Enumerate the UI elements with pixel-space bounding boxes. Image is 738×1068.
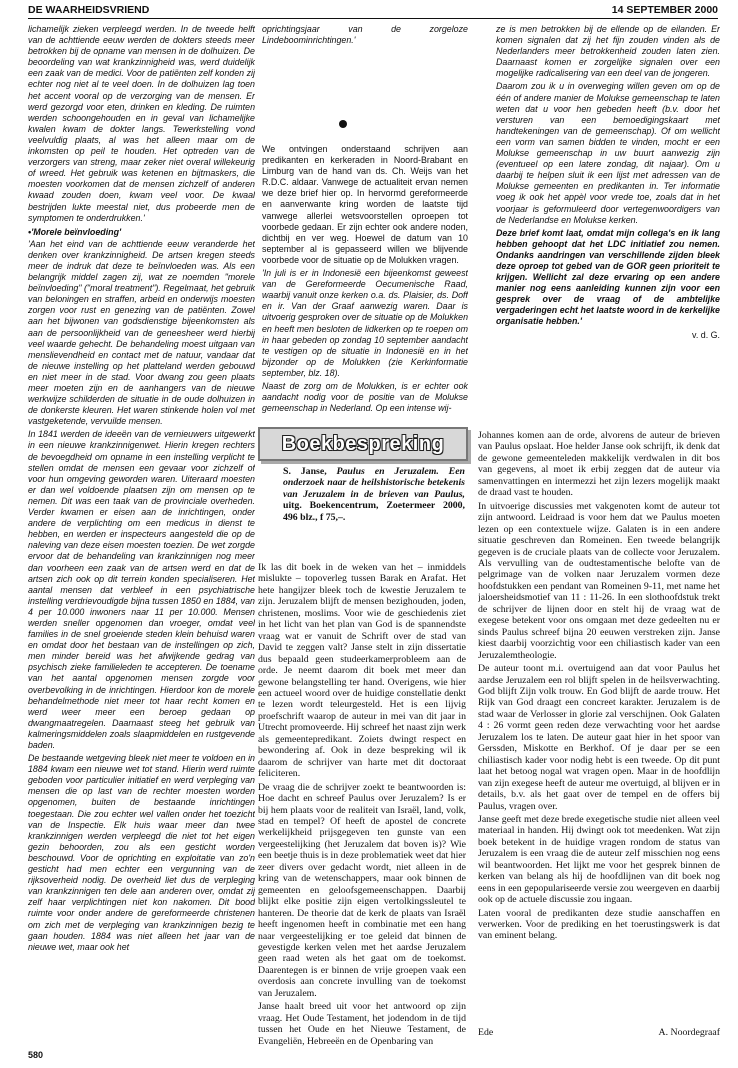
publication-date: 14 SEPTEMBER 2000	[611, 4, 718, 16]
page-number: 580	[28, 1050, 44, 1060]
column-two-quote-end	[262, 24, 468, 108]
review-paragraph: Ik las dit boek in de weken van het – inmiddels mislukte – topoverleg tussen Barak en Arafat. Het hete hangijzer bleek toch de kwestie Jeruzalem te zijn. Jeruzalem blijft de mensen bezighouden, joden, christenen, moslims. Voor wie de geschiedenis ziet in het licht van het plan van God is de spannendste vraag wat er vanuit de Schrift over de stad van David te zeggen valt? Janse stelt in zijn dissertatie dus bepaald geen studeerkamerprobleem aan de orde. Je neemt daarom dit boek met meer dan gewone belangstelling ter hand. Overigens, wie hier een actueel woord over de huidige constellatie denkt te lezen wordt teleurgesteld. Het is een lijvig proefschrift waarop de auteur in mei van dit jaar in Utrecht promoveerde. Hij schreef het naast zijn werk als gemeentepredikant. Zoiets dwingt respect en bewondering af. Ook in deze bespreking wil ik daarom de schrijver van harte met dit doctoraat feliciteren.	[258, 562, 466, 780]
book-title: Paulus en Jeruzalem. Een onderzoek naar de heilshistorische betekenis van Jeruzalem in de brieven van Paulus,	[283, 466, 465, 500]
review-paragraph: In uitvoerige discussies met vakgenoten komt de auteur tot zijn antwoord. Leidraad is voor hem dat we Paulus moeten lezen op een contextuele wijze. Galaten is in een andere situatie geschreven dan Romeinen. Een tweede belangrijk gegeven is de cruciale plaats van de collecte voor Jeruzalem. Als vervulling van de oudtestamentische belofte van de pelgrimage van de volken naar Jeruzalem vormen deze hoofdstukken een pendant van Romeinen 9-11, met name het jaloersheidsmotief van 11 : 11-26. In een slothoofdstuk trekt de schrijver de lijnen door en stelt hij de vraag wat de exegese betekent voor ons omgaan met deze gedeelten nu er sinds Paulus schreef bijna 20 eeuwen verstreken zijn. Janse kiest daarbij voorzichtig voor een chiliastisch kader van een Jeruzalemtheologie.	[478, 500, 720, 661]
column-two-top	[262, 144, 468, 416]
review-paragraph: De vraag die de schrijver zoekt te beantwoorden is: Hoe dacht en schreef Paulus over Jeruzalem? Is er bij hem plaats voor de realiteit van Israël, land, volk, stad en tempel? Of heeft de apostel de concrete werkelijkheid prijsgegeven ten gunste van een vergeestelijking (het Jeruzalem dat boven is)? Wie een beetje thuis is in deze problematiek weet dat hier zeer divers over gedacht wordt, niet alleen in de kring van de wetenschappers, maar ook binnen de gemeenten en geloofsgemeenschappen. Daarbij blijkt elke positie zijn eigen vertolkingssleutel te hanteren. De theorie dat de kerk de plaats van Israël heeft ingenomen heeft in combinatie met een hang naar vergeestelijking er toe geleid dat binnen de gevestigde kerken velen met het aardse Jeruzalem geen raad weten als het gaat om de toekomst. Daarentegen is er binnen de vrije groepen vaak een overdosis aan concrete invulling van de toekomst van Jeruzalem.	[258, 781, 466, 999]
col1-paragraph: 'Aan het eind van de achttiende eeuw veranderde het denken over krankzinnigheid. De artsen kregen steeds meer de indruk dat deze te beïnvloeden was. Als een belangrijk middel zagen zij, wat ze noemden "morele beïnvloeding" ("moral treatment"). Regelmaat, het gebruik van beloningen en straffen, arbeid en onderwijs moesten zorgen voor rust en genezing van de patiënten. Zowel aan het bijwonen van godsdienstige bijeenkomsten als aan de persoonlijkheid van de geneesheer werd hierbij veel waarde gehecht. De behandeling moest uitgaan van menslievendheid en contact met de natuur, vandaar dat de nieuwe instelling op het platteland werden gebouwd en niet meer in de stad. Voor dwang zou geen plaats meer moeten zijn en de aanhangers van de nieuwe werkwijze schilderden de situatie in de oude dolhuizen in de donkerste kleuren. Het waren stinkende holen vol met vastgeketende, vervuilde mensen.	[28, 238, 255, 427]
col2-quote-paragraph: 'In juli is er in Indonesië een bijeenkomst geweest van de Gereformeerde Oecumenische Raad, waarbij vanuit onze kerken o.a. ds. Plaisier, ds. Doff en ir. Van der Graaf aanwezig waren. Daar is uitvoerig gesproken over de situatie op de Molukken en heeft men besloten de lidkerken op te roepen om in haar gebeden op zondag 10 september aandacht te vestigen op de situatie in Indonesië en in het bijzonder op de Molukken (zie Kerkinformatie september, blz. 18).	[262, 268, 468, 378]
boekbespreking-banner	[258, 427, 468, 461]
header-rule	[28, 18, 718, 19]
signature-place: Ede	[478, 1027, 494, 1038]
review-column-two	[258, 562, 466, 1048]
col2-intro-paragraph: We ontvingen onderstaand schrijven aan predikanten en kerkeraden in Noord-Brabant en Limburg van de hand van ds. Ch. Weijs van het R.D.C. aldaar. Vanwege de actualiteit ervan nemen we deze brief hier op. In hervormd gereformeerde en aanverwante kring worden de laatste tijd vanwege allerlei wetsvoorstellen oproepen tot voorbede gedaan. Er zijn echter ook andere noden, dichtbij en ver weg. Hoewel de datum van 10 september al is gepasseerd willen we blijvende voorbede voor de situatie op de Molukken vragen.	[262, 144, 468, 265]
column-three-top	[496, 24, 720, 416]
signature-name: A. Noordegraaf	[658, 1027, 720, 1038]
col3-paragraph: ze is men betrokken bij de ellende op de eilanden. Er komen signalen dat zij het fijn zouden vinden als de Nederlanders meer betrokkenheid zouden laten zien. Daarnaast komen er zorgelijke signalen over een mogelijke radicalisering van een deel van de jongeren.	[496, 24, 720, 79]
col3-paragraph: Daarom zou ik u in overweging willen geven om op de één of andere manier de Molukse gemeenschap te laten weten dat u voor hen gebeden heeft (b.v. door het versturen van een bemoedigingskaart met handtekeningen van de gemeenschap). Of om wellicht een vorm van samen bidden te vinden, mocht er een Molukse gemeenschap in uw buurt aanwezig zijn (eventueel op een latere zondag, dit najaar). Om u daarbij te helpen sluit ik een lijst met adressen van de Molukse gemeenten en predikanten in. Ter informatie voeg ik ook het appèl voor vrede toe, zoals dat in het voorjaar is geformuleerd door vertegenwoordigers van de Nederlandse en Molukse kerken.	[496, 81, 720, 225]
col2-quote-end: oprichtingsjaar van de zorgeloze Lindeboominrichtingen.'	[262, 24, 468, 46]
col1-paragraph: In 1841 werden de ideeën van de vernieuwers uitgewerkt in een nieuwe krankzinnigenwet. Hierin kregen rechters de bevoegdheid om opname in een instelling verplicht te stellen omdat de mensen een gevaar voor zichzelf of voor hun omgeving geworden waren. Uiteraard moesten er dan wel voldoende plaatsen zijn om mensen op te nemen. Dit was een taak van de provinciale overheden. Verder kwamen er eisen aan de inrichtingen, onder andere de verplichting om een medicus in dienst te hebben, en werden er inspecteurs aangesteld die op de naleving van deze eisen moesten toezien. De wet zorgde ervoor dat de behandeling van krankzinnigen nog meer dan voorheen een zaak van de artsen werd en dat de artsen zich ook op dit terrein konden specialiseren. Het aantal mensen dat verbleef in een psychiatrische instelling verdrievoudigde bijna tussen 1850 en 1884, van 4 per 10.000 inwoners naar 11 per 10.000. Mensen werden sneller opgenomen dan vroeger, omdat veel families in de snel groeiende steden klein behuisd waren en omdat door het bestaan van de instellingen op zich, men minder bereid was het afwijkende gedrag van psychisch zieke familieleden te accepteren. De toename van het aantal opgenomen mensen zorgde voor overbevolking in de inrichtingen. Hierdoor kon de morele behandelmethode niet meer tot haar recht komen en werd weer meer een beroep gedaan op dwangmaatregelen. Daarnaast steeg het gebruik van kalmeringsmiddelen zoals slaapmiddelen en rustgevende baden.	[28, 429, 255, 750]
column-one	[28, 24, 255, 1046]
review-signature	[478, 1026, 720, 1040]
col3-paragraph: Deze brief komt laat, omdat mijn collega's en ik lang hebben gehoopt dat het LDC initiatief zou nemen. Ondanks aandringen van verschillende zijden bleek deze oproep tot gebed van de GOR geen prioriteit te krijgen. Wellicht zal deze ervaring op een andere manier nog eens aanleiding kunnen zijn voor een gesprek over de vraag of de ambtelijke vergaderingen echt het laatste woord in de kerkelijke organisatie hebben.'	[496, 227, 720, 327]
book-reference	[283, 466, 465, 560]
subheading-morele-beinvloeding: • 'Morele beïnvloeding'	[28, 227, 255, 238]
review-paragraph: Johannes komen aan de orde, alvorens de auteur de brieven van Paulus opslaat. Hoe helder Janse ook schrijft, ik denk dat de gewone gemeenteleden makkelijk verdwalen in dit bos van gegevens, al moet ik erbij zeggen dat de auteur via samenvattingen en intermezzi het zijn lezers mogelijk maakt de draad vast te houden.	[478, 430, 720, 499]
col1-paragraph: De bestaande wetgeving bleek niet meer te voldoen en in 1884 kwam een nieuwe wet tot stand. Hierin werd ruimte geboden voor particulier initiatief en werd verpleging van mensen die op last van de rechter moesten worden opgenomen, buiten de bestaande inrichtingen toegestaan. Die zou echter wel vallen onder het toezicht van de Inspectie. Elk huis waar meer dan twee krankzinnigen werden verpleegd die niet tot het eigen gezin behoorden, zou als een gesticht worden beschouwd. Voor de oprichting en exploitatie van zo'n gesticht had men echter een vergunning van de rijksoverheid nodig. De overheid liet dus de verpleging van krankzinnigen ten dele aan anderen over, omdat zij zelf haar verplichtingen niet kon nakomen. Dit bood ruimte voor onder andere de gereformeerde christenen om zich met de verpleging van krankzinnigen bezig te gaan houden. 1884 was niet alleen het jaar van de nieuwe wet, maar ook het	[28, 753, 255, 952]
col1-paragraph: lichamelijk zieken verpleegd werden. In de tweede helft van de achttiende eeuw werden de dokters steeds meer betrokken bij de opname van mensen in de dolhuizen. De beoordeling van wat krankzinnigheid was, werd duidelijk een zaak van de medici. Voor de patiënten zelf konden zij echter nog niet al te veel doen. In de dolhuizen lag toen het accent vooral op de verzorging van de mensen. Er werd gezorgd voor eten, drinken en kleding. De ruimten werden schoongehouden en in geval van lichamelijke kwalen kwam de dokter langs. Tewerkstelling vond veelvuldig plaats, al was het alleen maar om de inkomsten op peil te houden. Het optreden van de verzorgers van streng, maar zeker niet overal willekeurig of wreed. Het gebruik was ketenen en bijtmaskers, die moesten voorkomen dat de mensen zichzelf of anderen kwaad zouden doen, kwam veel voor. De kwaal bestrijden lukte meestal niet, dus probeerde men de symptomen te onderdrukken.'	[28, 24, 255, 223]
publication-name: DE WAARHEIDSVRIEND	[28, 4, 150, 16]
section-separator-dot	[339, 120, 347, 128]
review-paragraph: Janse haalt breed uit voor het antwoord op zijn vraag. Het Oude Testament, het jodendom in de tijd tussen het Oude en het Nieuwe Testament, de Evangeliën, Hebreeën en de Openbaring van	[258, 1001, 466, 1047]
book-details: uitg. Boekencentrum, Zoetermeer 2000, 496 blz., f 75,–.	[283, 500, 465, 523]
page-header	[28, 3, 718, 17]
review-column-three	[478, 430, 720, 1026]
book-author: S. Janse,	[283, 466, 327, 477]
col2-quote-paragraph: Naast de zorg om de Molukken, is er echter ook aandacht nodig voor de positie van de Molukse gemeenschap in Nederland. Op een intense wij-	[262, 380, 468, 414]
review-paragraph: De auteur toont m.i. overtuigend aan dat voor Paulus het aardse Jeruzalem een rol blijft spelen in de heilsverwachting. God blijft Zijn volk trouw. En God blijft de aarde trouw. Het Rijk van God draagt een concreet karakter. Jeruzalem is de stad waar de Verlosser in glorie zal verschijnen. Ook Galaten 4 : 26 vormt geen reden deze verwachting voor het aardse Jeruzalem los te laten. De auteur gaat hier in het spoor van Gerssden, Miskotte en Berkhof. Of je daar per se een chiliastisch kader voor nodig hebt is een tweede. Op dit punt laat het betoog nogal wat vragen open. Maar in de hoofdlijn van zijn exegese heeft de auteur me overtuigd, al blijven er in details, b.v. als het gaat over de tempel en de offers bij Paulus, vragen over.	[478, 663, 720, 812]
review-paragraph: Laten vooral de predikanten deze studie aanschaffen en verwerken. Voor de prediking en het toerustingswerk is dat van eminent belang.	[478, 907, 720, 942]
banner-title: Boekbespreking	[281, 433, 445, 455]
review-paragraph: Janse geeft met deze brede exegetische studie niet alleen veel materiaal in handen. Hij dwingt ook tot meedenken. Wat zijn boek betekent in de huidige vragen rondom de status van Jeruzalem is een vraag die de auteur zelf misschien nog eens wil beantwoorden. Het lijkt me voor het gesprek binnen de kerken van belang als hij de hoofdlijnen van dit boek nog eens in een gepopulariseerde versie zou weergeven en daarbij ook op de actuele discussie zou ingaan.	[478, 813, 720, 906]
col3-signoff: v. d. G.	[692, 329, 720, 340]
